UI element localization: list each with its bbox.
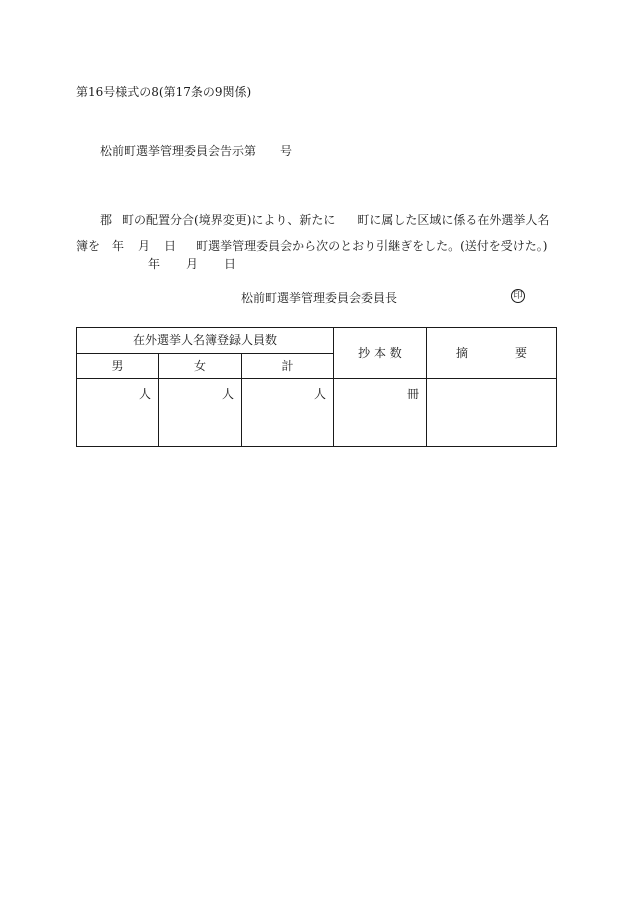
header-male: 男 (111, 359, 124, 373)
date-month: 月 (186, 257, 199, 271)
body-text-handover: 町選挙管理委員会から次のとおり引継ぎをした。(送付を受けた。) (196, 239, 548, 253)
form-number: 第16号様式の8(第17条の9関係) (76, 85, 252, 99)
header-remarks-1: 摘 (456, 346, 469, 360)
header-total: 計 (281, 359, 294, 373)
table-border-right (556, 327, 557, 447)
table-subheader-divider (76, 353, 334, 354)
unit-male: 人 (138, 387, 151, 401)
date-day: 日 (224, 257, 237, 271)
notice-title-prefix: 松前町選挙管理委員会告示第 (100, 144, 257, 158)
body-text-gun: 郡 (100, 213, 113, 227)
body-text-line-1 (100, 213, 549, 227)
body-text-year: 年 (112, 239, 125, 253)
body-text-line-2 (76, 239, 547, 253)
body-text-town-area: 町に属した区域に係る在外選挙人名 (357, 213, 550, 227)
notice-title-suffix: 号 (280, 144, 293, 158)
body-text-day: 日 (164, 239, 177, 253)
chairman-title: 松前町選挙管理委員会委員長 (241, 291, 398, 305)
unit-total: 人 (313, 387, 326, 401)
header-copies: 抄 本 数 (358, 346, 402, 360)
table-border-bottom (76, 446, 557, 447)
header-registered-count: 在外選挙人名簿登録人員数 (132, 333, 277, 347)
unit-copies: 冊 (406, 387, 419, 401)
header-female: 女 (193, 359, 206, 373)
body-text-reason: 町の配置分合(境界変更)により、新たに (122, 213, 336, 227)
date-line (148, 257, 236, 271)
header-remarks-2: 要 (515, 346, 528, 360)
unit-female: 人 (221, 387, 234, 401)
body-text-month: 月 (138, 239, 151, 253)
table-header-divider (76, 378, 557, 379)
table-col-divider-4 (426, 327, 427, 447)
table-border-top (76, 327, 557, 328)
notice-title (100, 144, 292, 158)
date-year: 年 (148, 257, 161, 271)
seal-mark-icon: 印 (511, 289, 525, 303)
body-text-register: 簿を (76, 239, 101, 253)
